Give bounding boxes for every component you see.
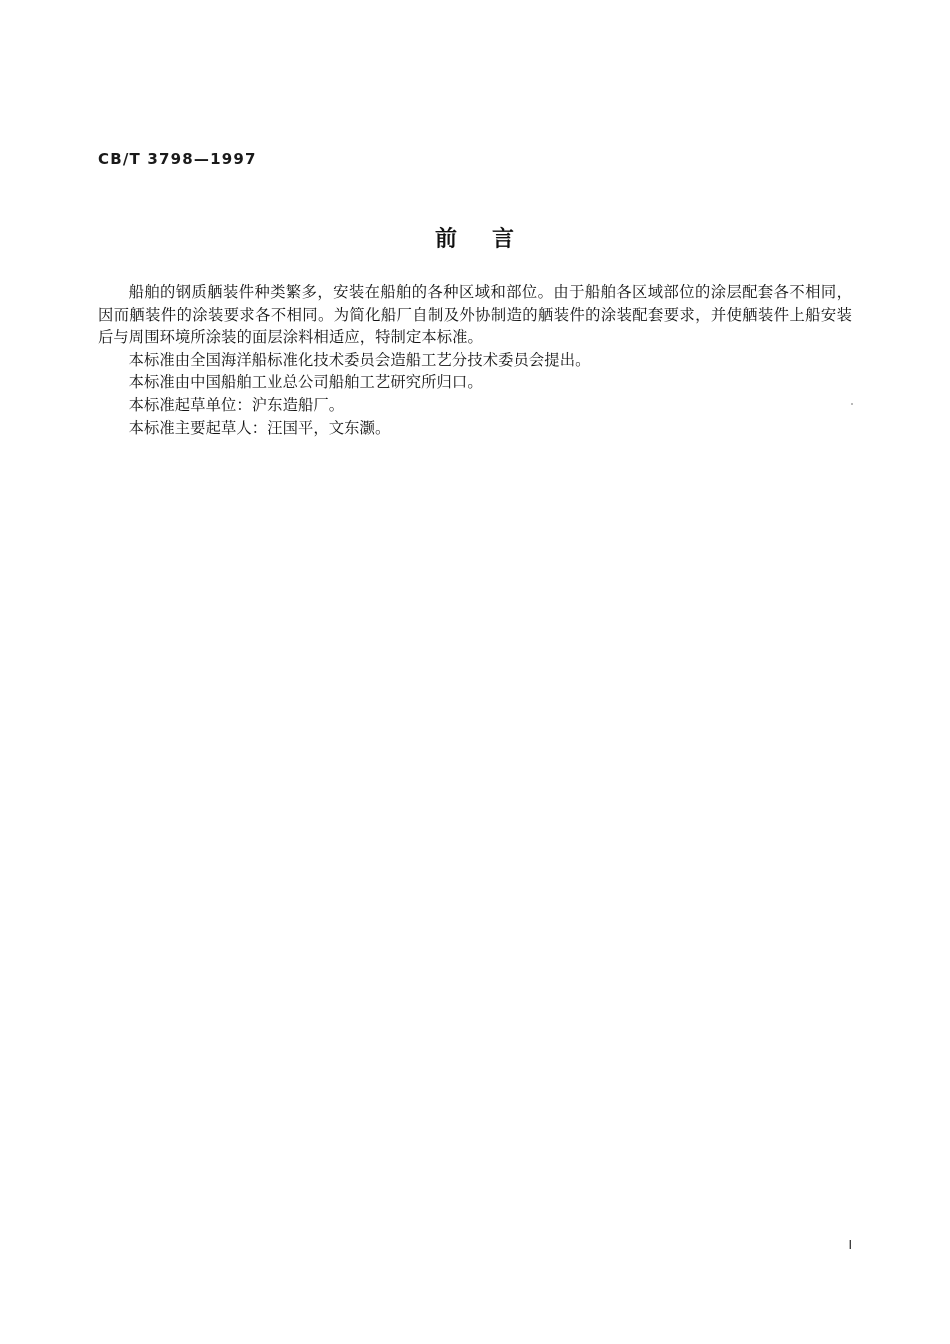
foreword-body (98, 282, 852, 440)
paragraph: 本标准起草单位：沪东造船厂。 (128, 396, 345, 414)
page-speck (851, 403, 853, 405)
paragraph: 本标准由全国海洋船标准化技术委员会造船工艺分技术委员会提出。 (128, 351, 591, 369)
title-char-second: 言 (492, 227, 516, 252)
paragraph: 船舶的钢质舾装件种类繁多，安装在船舶的各种区域和部位。由于船舶各区域部位的涂层配套各不相同，因而舾装件的涂装要求各不相同。为简化船厂自制及外协制造的舾装件的涂装配套要求，并使舾装件上船安装后与周围环境所涂装的面层涂料相适应，特制定本标准。 (98, 284, 852, 347)
paragraph: 本标准由中国船舶工业总公司船舶工艺研究所归口。 (128, 374, 483, 392)
standard-code: CB/T 3798—1997 (98, 150, 257, 168)
paragraph: 本标准主要起草人：汪国平，文东灏。 (128, 419, 391, 437)
title-char-first: 前 (434, 227, 458, 252)
page-title (0, 222, 950, 253)
page-number: I (848, 1238, 852, 1252)
